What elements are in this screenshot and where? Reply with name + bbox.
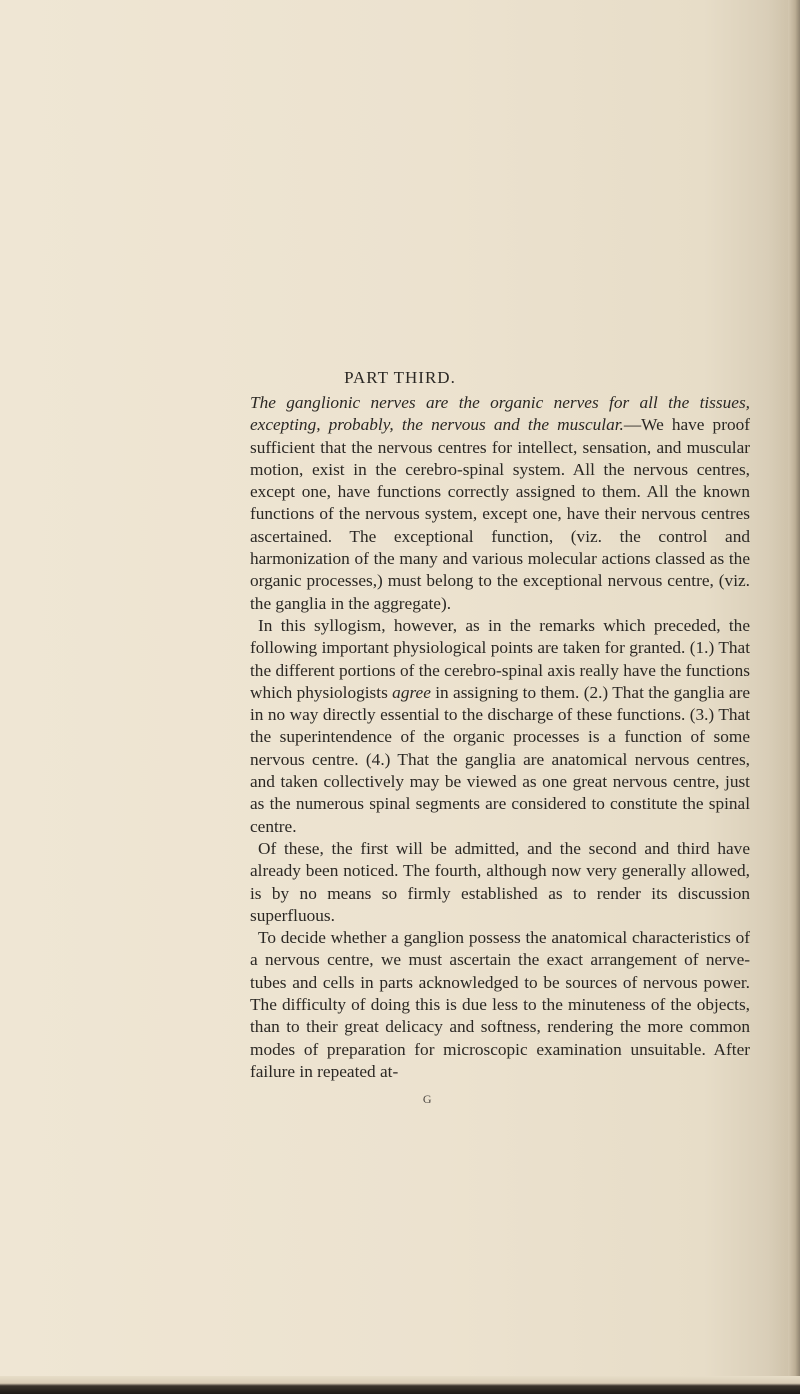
paragraph-3-text: Of these, the first will be admitted, and the second and third have already been noticed. The fourth, although now very generally allowed, is by no means so firmly established as to render its discussion superfluous. xyxy=(250,838,750,925)
running-header: PART THIRD. xyxy=(344,368,456,387)
signature-mark: G xyxy=(422,1092,433,1106)
paragraph-3 xyxy=(250,838,750,927)
paragraph-4-text: To decide whether a ganglion possess the anatomical characteristics of a nervous centre, we must ascertain the exact arrangement of nerve-tubes and cells in parts acknowledged to be sources of nervous power. The difficulty of doing this is due less to the minuteness of the objects, than to their great delicacy and softness, rendering the more common modes of preparation for microscopic examination unsuitable. After failure in repeated at- xyxy=(250,928,750,1081)
italic-proposition: The ganglionic nerves are the organic nerves for all the tissues, excepting, probably, the nervous and the muscular. xyxy=(250,393,750,435)
paragraph-2-text-before: In this syllogism, however, as in the remarks which preceded, the following important physiological points are taken for granted. (1.) That the different portions of the cerebro-spinal axis really have the functions which physiologists xyxy=(250,615,750,702)
paragraph-2 xyxy=(250,615,750,838)
paragraph-1 xyxy=(250,392,750,615)
page-edge-bottom xyxy=(0,1376,800,1394)
body-text xyxy=(250,392,750,1083)
paragraph-2-italic-word: agree xyxy=(392,682,431,702)
page-edge-right xyxy=(788,0,800,1394)
paragraph-4 xyxy=(250,927,750,1083)
paragraph-1-text: —We have proof sufficient that the nervous centres for intellect, sensation, and muscular motion, exist in the cerebro-spinal system. All the nervous centres, except one, have functions correctly assigned to them. All the known functions of the nervous system, except one, have their nervous centres ascertained. The exceptional function, (viz. the control and harmonization of the many and various molecular actions classed as the organic processes,) must belong to the exceptional nervous centre, (viz. the ganglia in the aggregate). xyxy=(250,415,750,613)
paragraph-2-text-after: in assigning to them. (2.) That the ganglia are in no way directly essential to the discharge of these functions. (3.) That the superintendence of the organic processes is a function of some nervous centre. (4.) That the ganglia are anatomical nervous centres, and taken collectively may be viewed as one great nervous centre, just as the numerous spinal segments are considered to constitute the spinal centre. xyxy=(250,682,750,836)
